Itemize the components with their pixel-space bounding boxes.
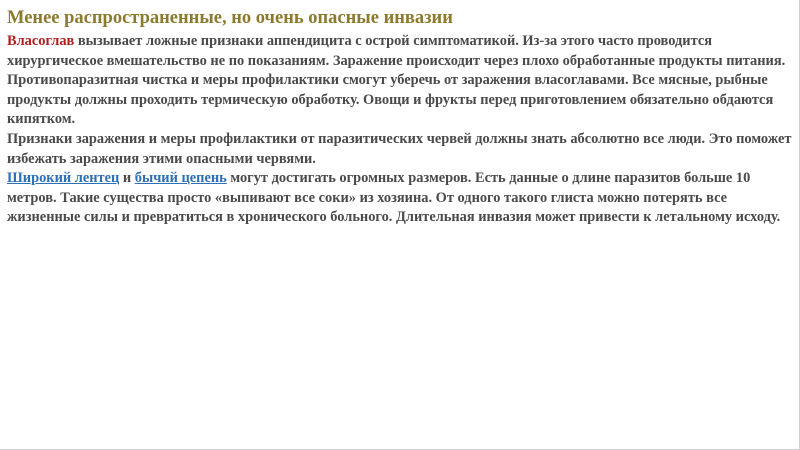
term-whipworm: Власоглав [7,33,75,49]
paragraph-tapeworms [7,169,793,228]
paragraph-whipworm-text: вызывает ложные признаки аппендицита с острой симптоматикой. Из-за этого часто проводится хирургическое вмешательство не по показаниям. Заражение происходит через плохо обработанные продукты питания. [7,33,786,69]
paragraph-awareness: Признаки заражения и меры профилактики от паразитических червей должны знать абсолютно все люди. Это поможет избежать заражения этими опасными червями. [7,130,792,167]
slide-content [7,6,793,228]
paragraph-tapeworms-text: могут достигать огромных размеров. Есть данные о длине паразитов больше 10 метров. Такие существа просто «выпивают все соки» из хозяина. От одного такого глиста можно потерять все жизненные силы и превратиться в хронического больного. Длительная инвазия может привести к летальному исходу. [7,170,781,226]
conjunction: и [119,170,135,187]
page-title: Менее распространенные, но очень опасные инвазии [7,8,453,28]
paragraph-whipworm [7,32,793,71]
paragraph-prevention: Противопаразитная чистка и меры профилактики смогут уберечь от заражения власоглавами. Все мясные, рыбные продукты должны проходить термическую обработку. Овощи и фрукты перед приготовлением обязательно обдаются кипятком. [7,72,774,128]
body-text [7,32,793,228]
link-beef-tapeworm[interactable]: бычий цепень [134,170,227,187]
link-broad-tapeworm[interactable]: Широкий лентец [7,170,120,187]
